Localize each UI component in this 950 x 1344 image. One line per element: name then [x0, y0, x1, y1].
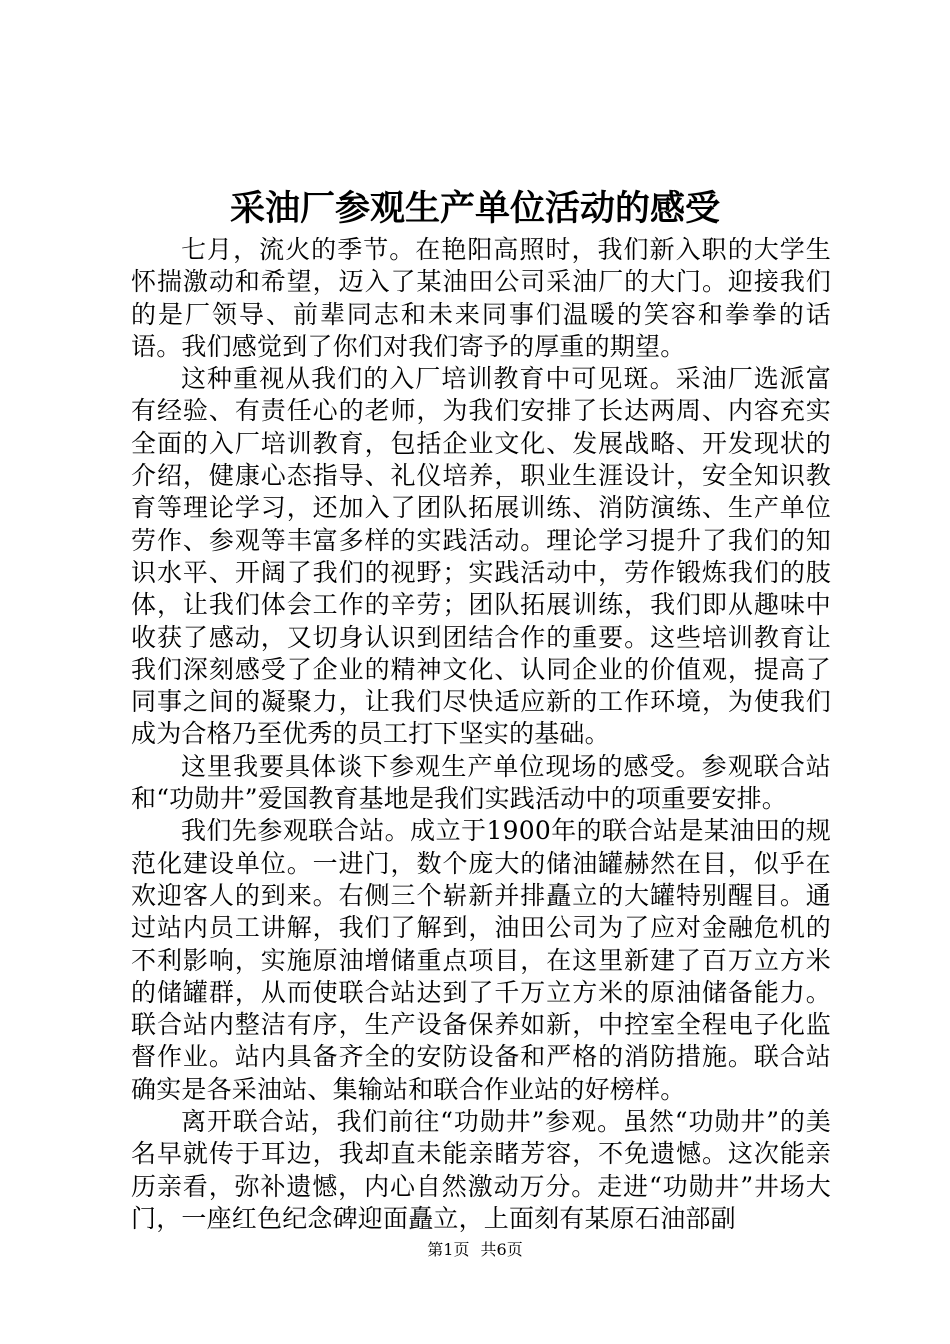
document-title: 采油厂参观生产单位活动的感受: [229, 188, 720, 229]
page-total: 共6页: [480, 1240, 523, 1259]
page-footer: [0, 1239, 950, 1261]
paragraph: 离开联合站，我们前往“功勋井”参观。虽然“功勋井”的美名早就传于耳边，我却直未能亲睹芳容，不免遗憾。这次能亲历亲看，弥补遗憾，内心自然激动万分。走进“功勋井”井场大门，一座红色纪念碑迎面矗立，上面刻有某原石油部副: [131, 1107, 831, 1233]
page-number: 第1页: [427, 1240, 470, 1259]
paragraph: 这种重视从我们的入厂培训教育中可见斑。采油厂选派富有经验、有责任心的老师，为我们安排了长达两周、内容充实全面的入厂培训教育，包括企业文化、发展战略、开发现状的介绍，健康心态指导、礼仪培养，职业生涯设计，安全知识教育等理论学习，还加入了团队拓展训练、消防演练、生产单位劳作、参观等丰富多样的实践活动。理论学习提升了我们的知识水平、开阔了我们的视野；实践活动中，劳作锻炼我们的肢体，让我们体会工作的辛劳；团队拓展训练，我们即从趣味中收获了感动，又切身认识到团结合作的重要。这些培训教育让我们深刻感受了企业的精神文化、认同企业的价值观，提高了同事之间的凝聚力，让我们尽快适应新的工作环境，为使我们成为合格乃至优秀的员工打下坚实的基础。: [131, 364, 831, 749]
document-body: [131, 234, 831, 1235]
paragraph: 七月，流火的季节。在艳阳高照时，我们新入职的大学生怀揣激动和希望，迈入了某油田公司采油厂的大门。迎接我们的是厂领导、前辈同志和未来同事们温暖的笑容和拳拳的话语。我们感觉到了你们对我们寄予的厚重的期望。: [131, 235, 831, 361]
paragraph: 这里我要具体谈下参观生产单位现场的感受。参观联合站和“功勋井”爱国教育基地是我们实践活动中的项重要安排。: [131, 751, 831, 814]
paragraph: 我们先参观联合站。成立于1900年的联合站是某油田的规范化建设单位。一进门，数个庞大的储油罐赫然在目，似乎在欢迎客人的到来。右侧三个崭新并排矗立的大罐特别醒目。通过站内员工讲解，我们了解到，油田公司为了应对金融危机的不利影响，实施原油增储重点项目，在这里新建了百万立方米的储罐群，从而使联合站达到了千万立方米的原油储备能力。联合站内整洁有序，生产设备保养如新，中控室全程电子化监督作业。站内具备齐全的安防设备和严格的消防措施。联合站确实是各采油站、集输站和联合作业站的好榜样。: [131, 816, 831, 1104]
